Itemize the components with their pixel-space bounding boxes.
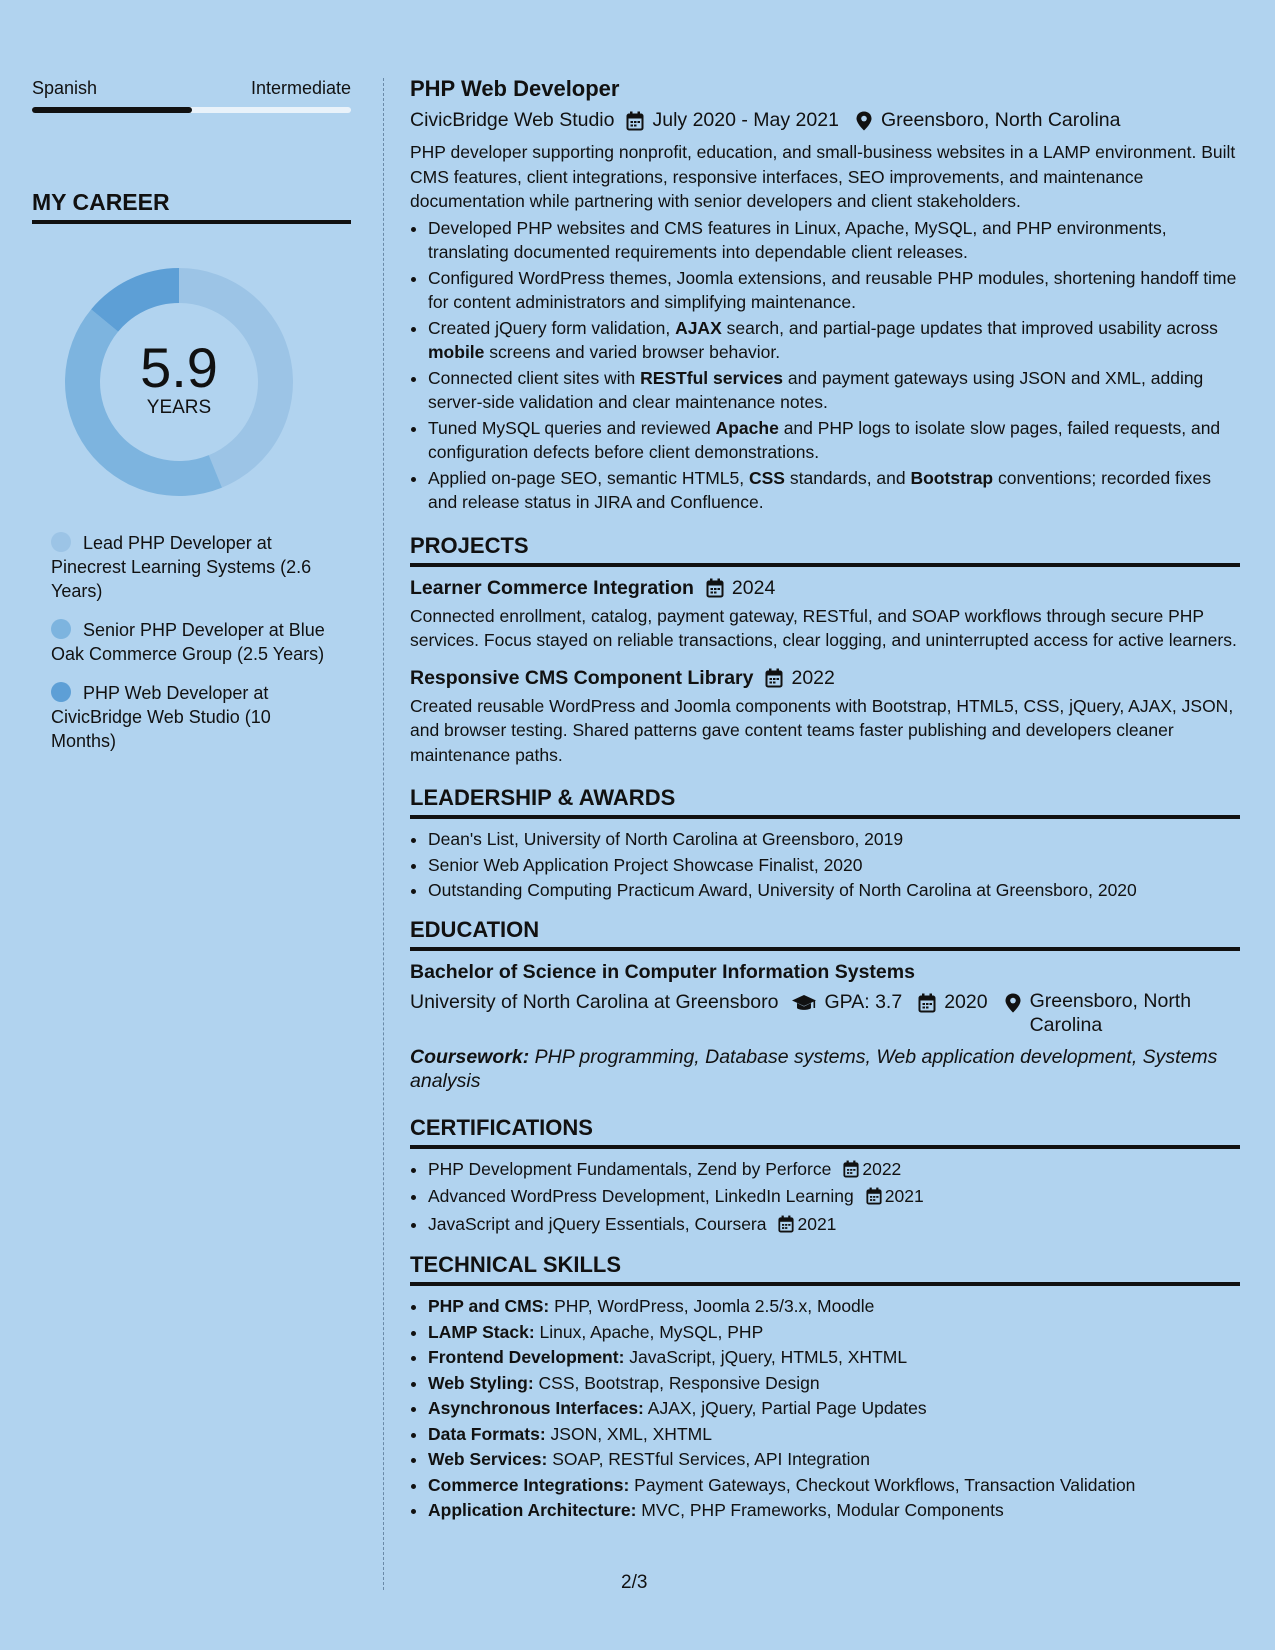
skill-values: AJAX, jQuery, Partial Page Updates bbox=[643, 1398, 927, 1418]
project-year: 2022 bbox=[791, 666, 835, 689]
legend-dot bbox=[51, 532, 71, 552]
keyword-highlight: RESTful services bbox=[640, 367, 784, 388]
bullet-text: screens and varied browser behavior. bbox=[484, 342, 781, 362]
calendar-icon bbox=[918, 993, 936, 1013]
certification-item bbox=[428, 1212, 1240, 1237]
job-bullet bbox=[428, 416, 1240, 465]
leadership-heading: LEADERSHIP & AWARDS bbox=[410, 785, 1240, 819]
career-total-unit: YEARS bbox=[146, 397, 212, 418]
degree-title: Bachelor of Science in Computer Information Systems bbox=[410, 960, 915, 983]
bullet-text: search, and partial-page updates that improved usability across bbox=[721, 317, 1218, 338]
school-location: Greensboro, North Carolina bbox=[1029, 989, 1192, 1036]
skill-item bbox=[428, 1371, 1240, 1396]
company-name: CivicBridge Web Studio bbox=[410, 109, 615, 131]
location-pin-icon bbox=[1004, 993, 1022, 1013]
coursework bbox=[410, 1045, 1240, 1093]
calendar-icon bbox=[706, 578, 724, 598]
projects-heading: PROJECTS bbox=[410, 533, 1240, 567]
skill-category: LAMP Stack: bbox=[428, 1321, 535, 1342]
award-item: • Outstanding Computing Practicum Award, University of North Carolina at Greensboro, 2020 bbox=[428, 878, 1240, 903]
school-name: University of North Carolina at Greensboro bbox=[410, 990, 779, 1013]
project-description: Connected enrollment, catalog, payment gateway, RESTful, and SOAP workflows through secure PHP services. Focus stayed on reliable transactions, clear logging, and uninterrupted access for active learners. bbox=[410, 605, 1237, 650]
education-meta bbox=[410, 991, 1240, 1037]
certification-item bbox=[428, 1157, 1240, 1182]
career-legend-label: PHP Web Developer at CivicBridge Web Studio (10 Months) bbox=[51, 683, 271, 751]
skill-category: Commerce Integrations: bbox=[428, 1474, 630, 1495]
skill-item bbox=[428, 1473, 1240, 1498]
skill-values: PHP, WordPress, Joomla 2.5/3.x, Moodle bbox=[549, 1296, 875, 1316]
skill-values: MVC, PHP Frameworks, Modular Components bbox=[636, 1500, 1004, 1520]
award-item: • Dean's List, University of North Carolina at Greensboro, 2019 bbox=[428, 827, 1240, 852]
bullet-text: standards, and bbox=[784, 467, 911, 488]
main-content bbox=[410, 76, 1240, 1524]
project-title: Learner Commerce Integration bbox=[410, 576, 694, 599]
skill-item bbox=[428, 1447, 1240, 1472]
career-heading: MY CAREER bbox=[32, 189, 351, 224]
job-title: PHP Web Developer bbox=[410, 76, 620, 101]
bullet-text: Created jQuery form validation, bbox=[428, 317, 676, 338]
language-level: Intermediate bbox=[250, 78, 351, 98]
job-bullet bbox=[428, 366, 1240, 415]
skills-heading: TECHNICAL SKILLS bbox=[410, 1252, 1240, 1286]
skill-item bbox=[428, 1320, 1240, 1345]
location-pin-icon bbox=[855, 111, 873, 131]
skill-item bbox=[428, 1422, 1240, 1447]
project-title-row bbox=[410, 577, 1240, 600]
job-location: Greensboro, North Carolina bbox=[880, 109, 1121, 131]
education-heading: EDUCATION bbox=[410, 917, 1240, 951]
career-donut-chart bbox=[64, 267, 294, 497]
certifications-heading: CERTIFICATIONS bbox=[410, 1115, 1240, 1149]
gpa: GPA: 3.7 bbox=[824, 990, 903, 1013]
skill-item bbox=[428, 1294, 1240, 1319]
job-bullet bbox=[428, 266, 1240, 315]
skill-category: Asynchronous Interfaces: bbox=[428, 1398, 644, 1418]
skill-category: Web Services: bbox=[428, 1449, 548, 1469]
keyword-highlight: mobile bbox=[428, 342, 485, 362]
skill-values: JavaScript, jQuery, HTML5, XHTML bbox=[624, 1347, 908, 1367]
certification-name: Advanced WordPress Development, LinkedIn Learning bbox=[428, 1186, 854, 1206]
skills-list bbox=[410, 1294, 1240, 1523]
bullet-text: conventions; recorded fixes and release status in JIRA and Confluence. bbox=[428, 467, 1212, 512]
skill-values: JSON, XML, XHTML bbox=[545, 1423, 712, 1444]
legend-dot bbox=[51, 682, 71, 702]
job-bullets bbox=[410, 216, 1240, 515]
career-legend-label: Lead PHP Developer at Pinecrest Learning Systems (2.6 Years) bbox=[51, 533, 312, 601]
calendar-icon bbox=[866, 1187, 882, 1205]
skill-category: Application Architecture: bbox=[428, 1500, 637, 1520]
project-title-row bbox=[410, 667, 1240, 690]
column-divider bbox=[383, 78, 384, 1590]
certification-year: 2021 bbox=[797, 1213, 837, 1234]
career-legend-label: Senior PHP Developer at Blue Oak Commerce Group (2.5 Years) bbox=[51, 620, 325, 664]
career-legend bbox=[32, 531, 351, 753]
calendar-icon bbox=[778, 1215, 794, 1233]
career-legend-item bbox=[51, 618, 331, 666]
certification-year: 2022 bbox=[862, 1158, 902, 1179]
keyword-highlight: Apache bbox=[715, 417, 779, 438]
bullet-text: Configured WordPress themes, Joomla extensions, and reusable PHP modules, shortening handoff time for content administrators and simplifying maintenance. bbox=[428, 267, 1237, 312]
project-year: 2024 bbox=[731, 576, 776, 599]
language-skill bbox=[32, 78, 351, 113]
graduation-cap-icon bbox=[791, 993, 817, 1013]
keyword-highlight: CSS bbox=[749, 467, 785, 488]
career-legend-item bbox=[51, 531, 331, 603]
certification-year: 2021 bbox=[884, 1186, 924, 1206]
bullet-text: Connected client sites with bbox=[428, 367, 641, 388]
job-meta bbox=[410, 109, 1240, 132]
keyword-highlight: AJAX bbox=[675, 317, 722, 338]
graduation-year: 2020 bbox=[944, 990, 988, 1013]
legend-dot bbox=[51, 619, 71, 639]
skill-values: SOAP, RESTful Services, API Integration bbox=[547, 1449, 870, 1469]
skill-item bbox=[428, 1396, 1240, 1421]
language-name: Spanish bbox=[32, 78, 98, 98]
keyword-highlight: Bootstrap bbox=[910, 467, 994, 488]
certification-item bbox=[428, 1184, 1240, 1209]
skill-item bbox=[428, 1498, 1240, 1523]
certification-name: PHP Development Fundamentals, Zend by Perforce bbox=[428, 1158, 832, 1179]
job-bullet bbox=[428, 466, 1240, 515]
career-total-years: 5.9 bbox=[140, 336, 218, 399]
skill-values: Payment Gateways, Checkout Workflows, Transaction Validation bbox=[629, 1474, 1136, 1495]
calendar-icon bbox=[765, 668, 783, 688]
skill-category: PHP and CMS: bbox=[428, 1296, 550, 1316]
award-item: • Senior Web Application Project Showcase Finalist, 2020 bbox=[428, 853, 1240, 878]
coursework-label: Coursework: bbox=[410, 1045, 530, 1068]
skill-category: Web Styling: bbox=[428, 1372, 534, 1393]
calendar-icon bbox=[843, 1160, 859, 1178]
job-description: PHP developer supporting nonprofit, education, and small-business websites in a LAMP environment. Built CMS features, client integrations, responsive interfaces, SEO improvements, and maintenance documentation while partnering with senior developers and client stakeholders. bbox=[410, 142, 1236, 211]
certification-name: JavaScript and jQuery Essentials, Coursera bbox=[428, 1213, 767, 1234]
job-dates: July 2020 - May 2021 bbox=[652, 109, 839, 131]
skill-values: Linux, Apache, MySQL, PHP bbox=[534, 1321, 764, 1342]
job-bullet bbox=[428, 316, 1240, 365]
skill-category: Frontend Development: bbox=[428, 1347, 625, 1367]
project-title: Responsive CMS Component Library bbox=[410, 666, 754, 689]
bullet-text: and payment gateways using JSON and XML, adding server-side validation and clear maintenance notes. bbox=[428, 367, 1204, 412]
project-description: Created reusable WordPress and Joomla components with Bootstrap, HTML5, CSS, jQuery, AJAX, JSON, and browser testing. Shared patterns gave content teams faster publishing and developers cleaner maintenance paths. bbox=[410, 695, 1234, 765]
skill-category: Data Formats: bbox=[428, 1423, 546, 1444]
bullet-text: Developed PHP websites and CMS features in Linux, Apache, MySQL, and PHP environments, translating documented requirements into dependable client releases. bbox=[428, 217, 1167, 262]
calendar-icon bbox=[626, 111, 644, 131]
bullet-text: Applied on-page SEO, semantic HTML5, bbox=[428, 467, 749, 488]
job-bullet bbox=[428, 216, 1240, 265]
coursework-list: PHP programming, Database systems, Web application development, Systems analysis bbox=[410, 1045, 1218, 1092]
bullet-text: and PHP logs to isolate slow pages, failed requests, and configuration defects before client demonstrations. bbox=[428, 417, 1221, 462]
leadership-list bbox=[410, 827, 1240, 903]
language-level-fill bbox=[32, 107, 192, 113]
certifications-list bbox=[410, 1157, 1240, 1237]
skill-values: CSS, Bootstrap, Responsive Design bbox=[533, 1372, 820, 1393]
career-legend-item bbox=[51, 681, 331, 753]
bullet-text: Tuned MySQL queries and reviewed bbox=[428, 417, 716, 438]
page-number: 2/3 bbox=[621, 1572, 648, 1593]
projects-list bbox=[410, 577, 1240, 768]
skill-item bbox=[428, 1345, 1240, 1370]
language-level-bar bbox=[32, 107, 351, 113]
sidebar bbox=[32, 78, 351, 768]
